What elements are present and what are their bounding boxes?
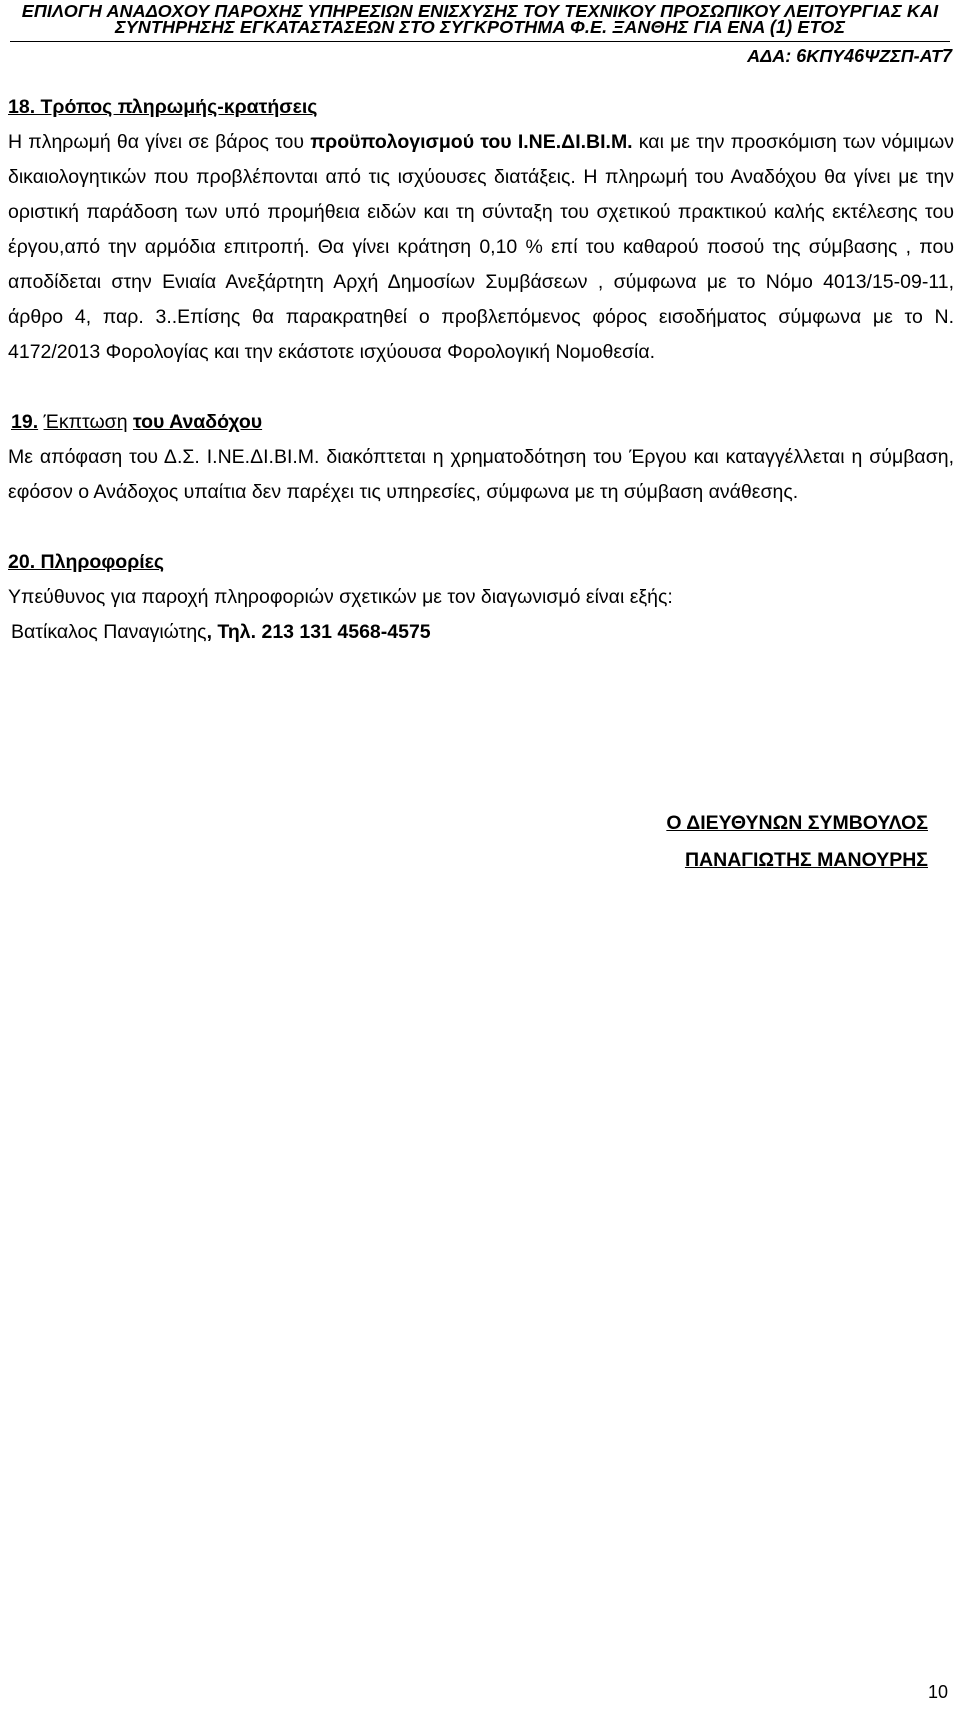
section-19-title-plain: Έκπτωση <box>43 411 128 433</box>
page-number: 10 <box>927 1682 948 1702</box>
section-19-paragraph: Με απόφαση του Δ.Σ. Ι.ΝΕ.ΔΙ.ΒΙ.Μ. διακόπτεται η χρηματοδότηση του Έργου και καταγγέλλεται η σύμβαση, εφόσον ο Ανάδοχος υπαίτια δεν παρέχει τις υπηρεσίες, σύμφωνα με τη σύμβαση ανάθεσης. <box>8 446 954 503</box>
section-19-title-bold: του Αναδόχου <box>132 411 263 433</box>
section-20-title: 20. Πληροφορίες <box>8 551 165 573</box>
section-18-text-rest: και με την προσκόμιση των νόμιμων δικαιολογητικών που προβλέπονται από τις ισχύουσες διατάξεις. Η πληρωμή του Αναδόχου θα γίνει με την οριστική παράδοση των υπό προμήθεια ειδών και τη σύνταξη του σχετικού πρακτικού καλής εκτέλεσης του έργου,από την αρμόδια επιτροπή. Θα γίνει κράτηση 0,10 % επί του καθαρού ποσού της σύμβασης , που αποδίδεται στην Ενιαία Ανεξάρτητη Αρχή Δημοσίων Συμβάσεων , σύμφωνα με το Νόμο 4013/15-09-11, άρθρο 4, παρ. 3..Επίσης θα παρακρατηθεί ο προβλεπόμενος φόρος εισοδήματος σύμφωνα με το Ν. 4172/2013 Φορολογίας και την εκάστοτε ισχύουσα Φορολογική Νομοθεσία. <box>8 131 954 363</box>
signature-block <box>666 805 928 879</box>
section-19-title <box>8 405 954 440</box>
section-18-paragraph <box>8 125 954 370</box>
signatory-role: Ο ΔΙΕΥΘΥΝΩΝ ΣΥΜΒΟΥΛΟΣ <box>666 812 928 834</box>
signatory-name: ΠΑΝΑΓΙΩΤΗΣ ΜΑΝΟΥΡΗΣ <box>684 849 928 871</box>
section-18-text-start: Η πληρωμή θα γίνει σε βάρος του <box>8 131 311 153</box>
section-19-number: 19. <box>11 411 39 433</box>
section-18-budget-ref: προϋπολογισμού του Ι.ΝΕ.ΔΙ.ΒΙ.Μ. <box>310 131 633 153</box>
contact-phone: , Τηλ. 213 131 4568-4575 <box>206 621 431 643</box>
header-title-line-1: ΕΠΙΛΟΓΗ ΑΝΑΔΟΧΟΥ ΠΑΡΟΧΗΣ ΥΠΗΡΕΣΙΩΝ ΕΝΙΣΧΥΣΗΣ ΤΟΥ ΤΕΧΝΙΚΟΥ ΠΡΟΣΩΠΙΚΟΥ ΛΕΙΤΟΥΡΓΙΑΣ ΚΑΙ <box>21 1 939 21</box>
header-title-line-2: ΣΥΝΤΗΡΗΣΗΣ ΕΓΚΑΤΑΣΤΑΣΕΩΝ ΣΤΟ ΣΥΓΚΡΟΤΗΜΑ Φ.Ε. ΞΑΝΘΗΣ ΓΙΑ ΕΝΑ (1) ΕΤΟΣ <box>114 17 846 37</box>
section-18-title: 18. Τρόπος πληρωμής-κρατήσεις <box>8 96 318 118</box>
ada-code: ΑΔΑ: 6ΚΠΥ46ΨΖΣΠ-ΑΤ7 <box>747 46 952 66</box>
document-body <box>8 90 954 650</box>
contact-name: Βατίκαλος Παναγιώτης <box>11 621 207 643</box>
header-divider <box>10 41 950 42</box>
contact-line <box>8 615 954 650</box>
section-20-paragraph: Υπεύθυνος για παροχή πληροφοριών σχετικών με τον διαγωνισμό είναι εξής: <box>8 586 673 608</box>
